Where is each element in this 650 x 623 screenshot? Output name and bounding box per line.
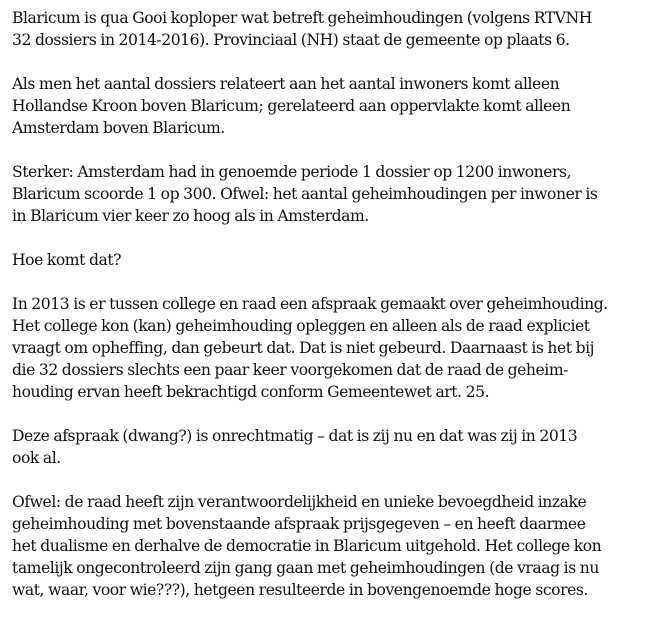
- paragraph-agreement: [12, 293, 648, 403]
- text-line: in Blaricum vier keer zo hoog als in Amsterdam.: [12, 207, 369, 225]
- text-line: die 32 dossiers slechts een paar keer voorgekomen dat de raad de geheim-: [12, 361, 568, 379]
- text-line: In 2013 is er tussen college en raad een afspraak gemaakt over geheimhouding.: [12, 295, 608, 313]
- text-line: Het college kon (kan) geheimhouding opleggen en alleen als de raad expliciet: [12, 317, 590, 335]
- paragraph-unlawful: [12, 425, 648, 469]
- paragraph-ratio: [12, 73, 648, 139]
- text-line: 32 dossiers in 2014-2016). Provinciaal (NH) staat de gemeente op plaats 6.: [12, 31, 570, 49]
- text-line: het dualisme en derhalve de democratie in Blaricum uitgehold. Het college kon: [12, 537, 602, 555]
- text-line: Hollandse Kroon boven Blaricum; gerelateerd aan oppervlakte komt alleen: [12, 97, 571, 115]
- paragraph-conclusion: [12, 491, 648, 601]
- paragraph-comparison: [12, 161, 648, 227]
- text-line: geheimhouding met bovenstaande afspraak prijsgegeven – en heeft daarmee: [12, 515, 586, 533]
- text-line: Ofwel: de raad heeft zijn verantwoordelijkheid en unieke bevoegdheid inzake: [12, 493, 587, 511]
- text-line: houding ervan heeft bekrachtigd conform Gemeentewet art. 25.: [12, 383, 490, 401]
- text-line: Deze afspraak (dwang?) is onrechtmatig – dat is zij nu en dat was zij in 2013: [12, 427, 578, 445]
- text-line: Blaricum scoorde 1 op 300. Ofwel: het aantal geheimhoudingen per inwoner is: [12, 185, 598, 203]
- paragraph-question: [12, 249, 648, 271]
- text-line: Blaricum is qua Gooi koploper wat betreft geheimhoudingen (volgens RTVNH: [12, 9, 592, 27]
- text-line: Amsterdam boven Blaricum.: [12, 119, 225, 137]
- text-line: wat, waar, voor wie???), hetgeen resulteerde in bovengenoemde hoge scores.: [12, 581, 588, 599]
- text-line: Sterker: Amsterdam had in genoemde periode 1 dossier op 1200 inwoners,: [12, 163, 572, 181]
- text-line: ook al.: [12, 449, 61, 467]
- document-body: [12, 7, 648, 623]
- text-line: Als men het aantal dossiers relateert aan het aantal inwoners komt alleen: [12, 75, 560, 93]
- text-line: tamelijk ongecontroleerd zijn gang gaan met geheimhoudingen (de vraag is nu: [12, 559, 599, 577]
- paragraph-intro: [12, 7, 648, 51]
- text-line: vraagt om opheffing, dan gebeurt dat. Dat is niet gebeurd. Daarnaast is het bij: [12, 339, 595, 357]
- text-line: Hoe komt dat?: [12, 251, 122, 269]
